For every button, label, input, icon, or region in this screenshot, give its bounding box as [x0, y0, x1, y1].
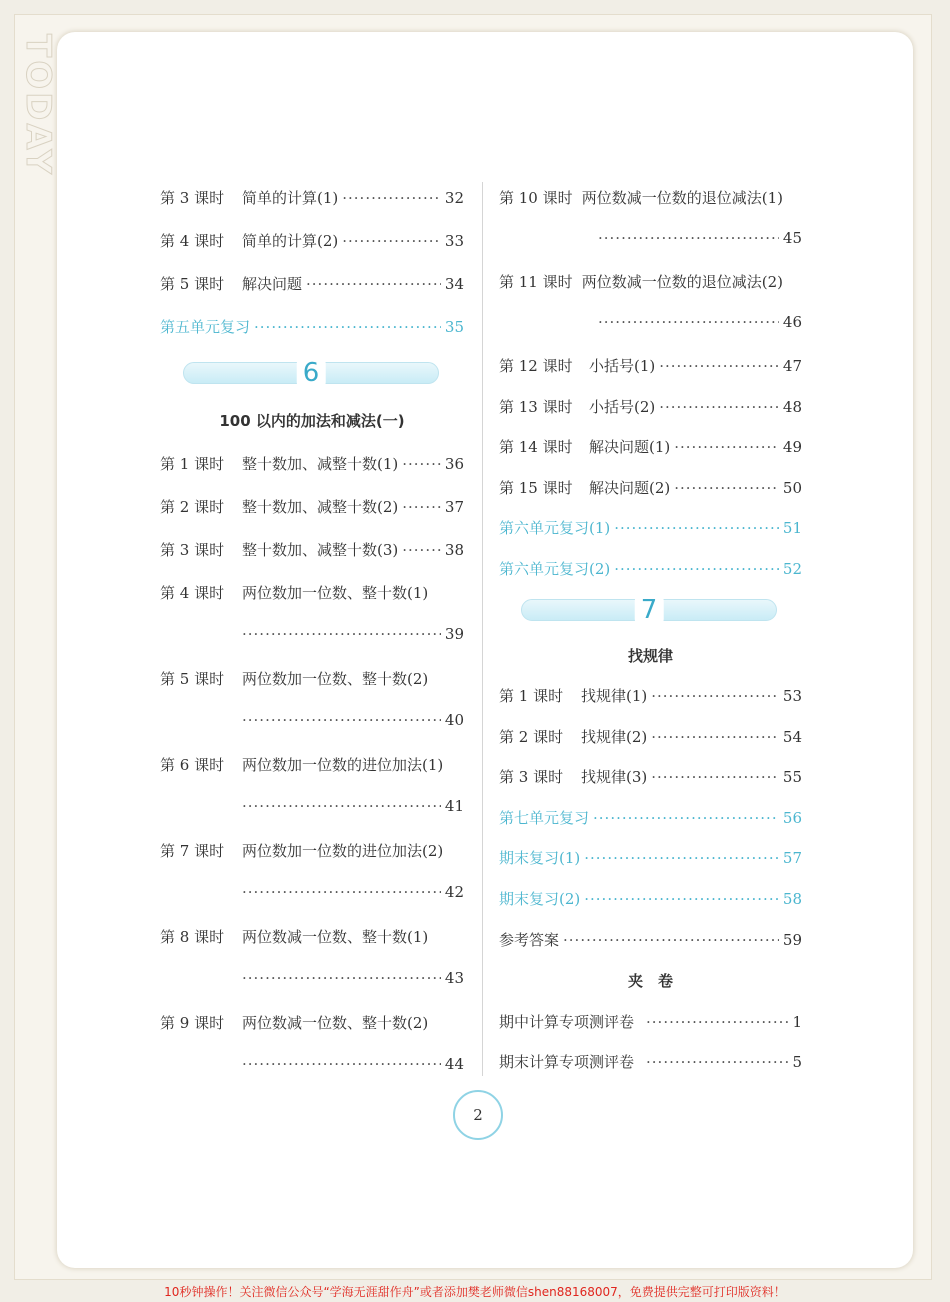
footer-notice: 10秒钟操作！关注微信公众号“学海无涯甜作舟”或者添加樊老师微信shen88168007，免费提供完整可打印版资料！ [164, 1285, 786, 1299]
toc-entry[interactable] [499, 477, 802, 498]
page-ref: 36 [444, 455, 464, 473]
toc-entry[interactable] [160, 754, 464, 775]
leader-dots [646, 1013, 788, 1031]
leader-dots [584, 849, 779, 867]
lesson-number: 第 6 课时 [160, 756, 225, 774]
leader-dots [402, 498, 441, 516]
lesson-title: 解决问题 [242, 275, 303, 293]
leader-dots [674, 479, 779, 497]
toc-entry[interactable] [160, 582, 464, 603]
toc-entry-continuation[interactable] [598, 313, 802, 331]
page-ref: 46 [782, 313, 802, 331]
page-ref: 32 [444, 189, 464, 207]
lesson-title: 找规律(1) [581, 687, 648, 705]
lesson-number: 第 3 课时 [160, 189, 225, 207]
page-ref: 39 [444, 625, 464, 643]
leader-dots [242, 797, 441, 815]
page-ref: 37 [444, 498, 464, 516]
page-ref: 59 [782, 931, 802, 949]
lesson-number: 第 4 课时 [160, 232, 225, 250]
page-ref: 45 [782, 229, 802, 247]
lesson-title: 简单的计算(2) [242, 232, 339, 250]
page-ref: 55 [782, 768, 802, 786]
page-ref: 58 [782, 890, 802, 908]
lesson-number: 第 11 课时 [499, 273, 573, 291]
toc-entry[interactable] [160, 187, 464, 208]
toc-entry-continuation[interactable] [242, 969, 464, 987]
review-title: 第七单元复习 [499, 809, 590, 827]
lesson-title: 整十数加、减整十数(2) [242, 498, 399, 516]
page-ref: 5 [792, 1053, 802, 1071]
unit-banner [521, 595, 777, 625]
unit-number: 7 [635, 593, 664, 627]
page-ref: 41 [444, 797, 464, 815]
leader-dots [674, 438, 779, 456]
toc-entry[interactable] [499, 766, 802, 787]
page-ref: 1 [792, 1013, 802, 1031]
lesson-title: 小括号(2) [589, 398, 656, 416]
leader-dots [659, 357, 779, 375]
page-ref: 38 [444, 541, 464, 559]
page-ref: 54 [782, 728, 802, 746]
page-ref: 50 [782, 479, 802, 497]
toc-entry-continuation[interactable] [242, 625, 464, 643]
insert-title: 夹 卷 [627, 972, 673, 990]
lesson-title: 两位数减一位数的退位减法(2) [581, 273, 783, 291]
leader-dots [598, 313, 779, 331]
lesson-number: 第 15 课时 [499, 479, 573, 497]
page-ref: 42 [444, 883, 464, 901]
toc-entry-continuation[interactable] [242, 797, 464, 815]
unit-title: 找规律 [627, 647, 673, 665]
toc-review-entry[interactable] [499, 807, 802, 828]
lesson-number: 第 2 课时 [160, 498, 225, 516]
toc-entry[interactable] [499, 1051, 802, 1072]
lesson-title: 两位数加一位数、整十数(1) [242, 584, 429, 602]
column-divider [482, 182, 483, 1076]
page-number: 2 [453, 1090, 503, 1140]
lesson-title: 解决问题(1) [589, 438, 671, 456]
page-ref: 57 [782, 849, 802, 867]
page-ref: 51 [782, 519, 802, 537]
unit-banner [183, 358, 439, 388]
leader-dots [651, 728, 779, 746]
page-ref: 35 [444, 318, 464, 336]
leader-dots [342, 232, 441, 250]
leader-dots [651, 687, 779, 705]
page-ref: 48 [782, 398, 802, 416]
lesson-title: 两位数减一位数的退位减法(1) [581, 189, 783, 207]
review-title: 第五单元复习 [160, 318, 251, 336]
lesson-number: 第 5 课时 [160, 275, 225, 293]
leader-dots [242, 969, 441, 987]
leader-dots [563, 931, 779, 949]
toc-entry[interactable] [499, 726, 802, 747]
lesson-number: 第 2 课时 [499, 728, 564, 746]
toc-entry[interactable] [499, 685, 802, 706]
leader-dots [242, 625, 441, 643]
lesson-number: 第 5 课时 [160, 670, 225, 688]
review-title: 第六单元复习(2) [499, 560, 611, 578]
toc-entry[interactable] [499, 1011, 802, 1032]
review-title: 第六单元复习(1) [499, 519, 611, 537]
lesson-number: 第 8 课时 [160, 928, 225, 946]
toc-entry[interactable] [160, 840, 464, 861]
toc-entry[interactable] [160, 926, 464, 947]
leader-dots [659, 398, 779, 416]
lesson-number: 第 9 课时 [160, 1014, 225, 1032]
page-ref: 43 [444, 969, 464, 987]
lesson-title: 找规律(3) [581, 768, 648, 786]
page-ref: 40 [444, 711, 464, 729]
leader-dots [306, 275, 441, 293]
leader-dots [614, 560, 779, 578]
lesson-title: 两位数减一位数、整十数(1) [242, 928, 429, 946]
toc-entry-continuation[interactable] [598, 229, 802, 247]
page-ref: 44 [444, 1055, 464, 1073]
toc-review-entry[interactable] [499, 558, 802, 579]
leader-dots [342, 189, 441, 207]
page-ref: 53 [782, 687, 802, 705]
toc-entry[interactable] [160, 668, 464, 689]
leader-dots [402, 541, 441, 559]
leader-dots [254, 318, 441, 336]
lesson-number: 第 13 课时 [499, 398, 573, 416]
page-ref: 49 [782, 438, 802, 456]
leader-dots [651, 768, 779, 786]
toc-entry-continuation[interactable] [242, 883, 464, 901]
toc-review-entry[interactable] [499, 517, 802, 538]
lesson-number: 第 7 课时 [160, 842, 225, 860]
lesson-number: 第 4 课时 [160, 584, 225, 602]
lesson-number: 第 10 课时 [499, 189, 573, 207]
toc-entry[interactable] [160, 496, 464, 517]
page-ref: 33 [444, 232, 464, 250]
lesson-number: 第 3 课时 [499, 768, 564, 786]
lesson-title: 简单的计算(1) [242, 189, 339, 207]
toc-entry-continuation[interactable] [242, 711, 464, 729]
lesson-title: 解决问题(2) [589, 479, 671, 497]
lesson-number: 第 12 课时 [499, 357, 573, 375]
toc-review-entry[interactable] [160, 316, 464, 337]
page-ref: 34 [444, 275, 464, 293]
lesson-title: 两位数加一位数的进位加法(2) [242, 842, 444, 860]
toc-entry[interactable] [160, 230, 464, 251]
review-title: 期末复习(2) [499, 890, 581, 908]
brand-watermark: TODAY [18, 34, 58, 177]
leader-dots [614, 519, 779, 537]
lesson-title: 两位数加一位数的进位加法(1) [242, 756, 444, 774]
leader-dots [242, 711, 441, 729]
page-ref: 47 [782, 357, 802, 375]
answers-title: 参考答案 [499, 931, 560, 949]
page-ref: 52 [782, 560, 802, 578]
toc-entry[interactable] [499, 396, 802, 417]
leader-dots [593, 809, 779, 827]
lesson-number: 第 14 课时 [499, 438, 573, 456]
lesson-number: 第 1 课时 [160, 455, 225, 473]
leader-dots [646, 1053, 788, 1071]
test-title: 期中计算专项测评卷 [499, 1013, 635, 1031]
lesson-number: 第 1 课时 [499, 687, 564, 705]
lesson-number: 第 3 课时 [160, 541, 225, 559]
test-title: 期末计算专项测评卷 [499, 1053, 635, 1071]
lesson-title: 整十数加、减整十数(3) [242, 541, 399, 559]
leader-dots [242, 883, 441, 901]
leader-dots [598, 229, 779, 247]
toc-review-entry[interactable] [499, 888, 802, 909]
leader-dots [402, 455, 441, 473]
toc-entry[interactable] [499, 436, 802, 457]
toc-entry[interactable] [160, 453, 464, 474]
toc-entry[interactable] [499, 271, 783, 292]
lesson-title: 整十数加、减整十数(1) [242, 455, 399, 473]
toc-entry[interactable] [499, 929, 802, 950]
lesson-title: 小括号(1) [589, 357, 656, 375]
toc-entry-continuation[interactable] [242, 1055, 464, 1073]
review-title: 期末复习(1) [499, 849, 581, 867]
lesson-title: 两位数加一位数、整十数(2) [242, 670, 429, 688]
unit-number: 6 [297, 356, 326, 390]
toc-review-entry[interactable] [499, 847, 802, 868]
lesson-title: 找规律(2) [581, 728, 648, 746]
toc-entry[interactable] [499, 355, 802, 376]
lesson-title: 两位数减一位数、整十数(2) [242, 1014, 429, 1032]
leader-dots [242, 1055, 441, 1073]
toc-entry[interactable] [160, 1012, 464, 1033]
toc-entry[interactable] [160, 273, 464, 294]
leader-dots [584, 890, 779, 908]
unit-title: 100 以内的加法和减法(一) [219, 412, 405, 430]
toc-entry[interactable] [499, 187, 783, 208]
toc-entry[interactable] [160, 539, 464, 560]
page-ref: 56 [782, 809, 802, 827]
